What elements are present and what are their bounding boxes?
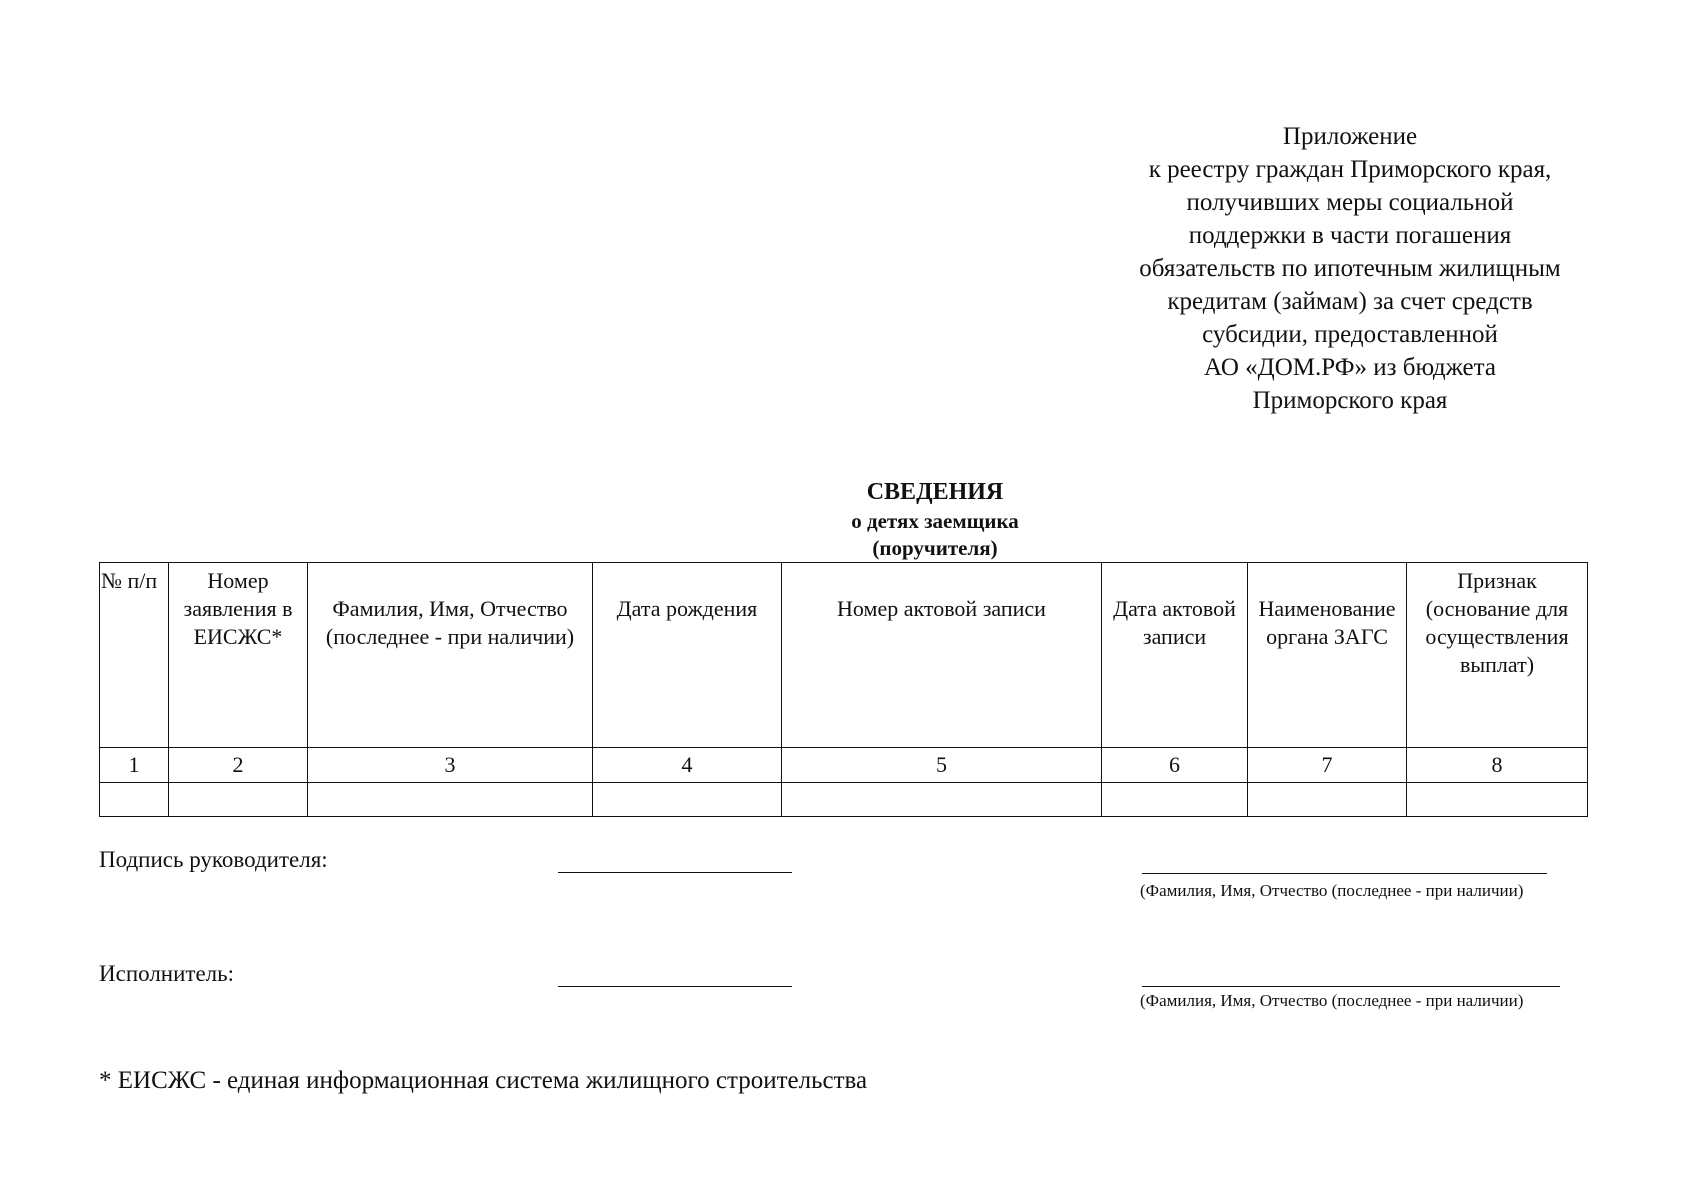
header-cell-fullname: Фамилия, Имя, Отчество (последнее - при наличии) xyxy=(308,563,593,748)
table-header-row xyxy=(100,563,1588,748)
appendix-line: получивших меры социальной xyxy=(1186,189,1514,216)
head-signature-line xyxy=(558,872,792,873)
column-number: 3 xyxy=(308,748,593,783)
document-subtitle: о детях заемщика xyxy=(851,509,1019,533)
empty-cell xyxy=(1248,783,1407,817)
appendix-block xyxy=(1090,120,1610,417)
header-cell-birthdate: Дата рождения xyxy=(593,563,782,748)
executor-name-line xyxy=(1142,986,1560,987)
header-cell-record-number: Номер актовой записи xyxy=(782,563,1102,748)
header-cell-number: № п/п xyxy=(100,563,169,748)
empty-cell xyxy=(100,783,169,817)
appendix-line: Приморского края xyxy=(1252,387,1448,414)
table-number-row xyxy=(100,748,1588,783)
empty-cell xyxy=(308,783,593,817)
empty-cell xyxy=(1102,783,1248,817)
appendix-line: кредитам (займам) за счет средств xyxy=(1167,288,1533,315)
head-signature-label: Подпись руководителя: xyxy=(99,847,328,872)
footnote: * ЕИСЖС - единая информационная система жилищного строительства xyxy=(99,1067,868,1094)
document-title: СВЕДЕНИЯ xyxy=(866,479,1004,505)
column-number: 7 xyxy=(1248,748,1407,783)
empty-cell xyxy=(593,783,782,817)
header-cell-application: Номер заявления в ЕИСЖС* xyxy=(169,563,308,748)
appendix-line: поддержки в части погашения xyxy=(1188,222,1512,249)
column-number: 2 xyxy=(169,748,308,783)
executor-name-caption: (Фамилия, Имя, Отчество (последнее - при наличии) xyxy=(1140,991,1524,1010)
empty-cell xyxy=(1407,783,1588,817)
executor-signature-line xyxy=(558,986,792,987)
header-cell-record-date: Дата актовой записи xyxy=(1102,563,1248,748)
appendix-line: к реестру граждан Приморского края, xyxy=(1148,156,1552,183)
empty-cell xyxy=(169,783,308,817)
column-number: 4 xyxy=(593,748,782,783)
column-number: 6 xyxy=(1102,748,1248,783)
appendix-line: АО «ДОМ.РФ» из бюджета xyxy=(1204,354,1496,381)
appendix-line: Приложение xyxy=(1282,123,1418,150)
appendix-line: субсидии, предоставленной xyxy=(1202,321,1498,348)
column-number: 5 xyxy=(782,748,1102,783)
column-number: 8 xyxy=(1407,748,1588,783)
column-number: 1 xyxy=(100,748,169,783)
head-name-caption: (Фамилия, Имя, Отчество (последнее - при наличии) xyxy=(1140,881,1524,900)
header-cell-registry-office: Наименование органа ЗАГС xyxy=(1248,563,1407,748)
executor-label: Исполнитель: xyxy=(99,961,235,986)
header-cell-payment-basis: Признак (основание для осуществления выплат) xyxy=(1407,563,1588,748)
document-subtitle-2: (поручителя) xyxy=(872,536,998,560)
appendix-line: обязательств по ипотечным жилищным xyxy=(1139,255,1561,282)
empty-cell xyxy=(782,783,1102,817)
table-row xyxy=(100,783,1588,817)
children-info-table xyxy=(99,562,1588,817)
head-name-line xyxy=(1142,873,1547,874)
